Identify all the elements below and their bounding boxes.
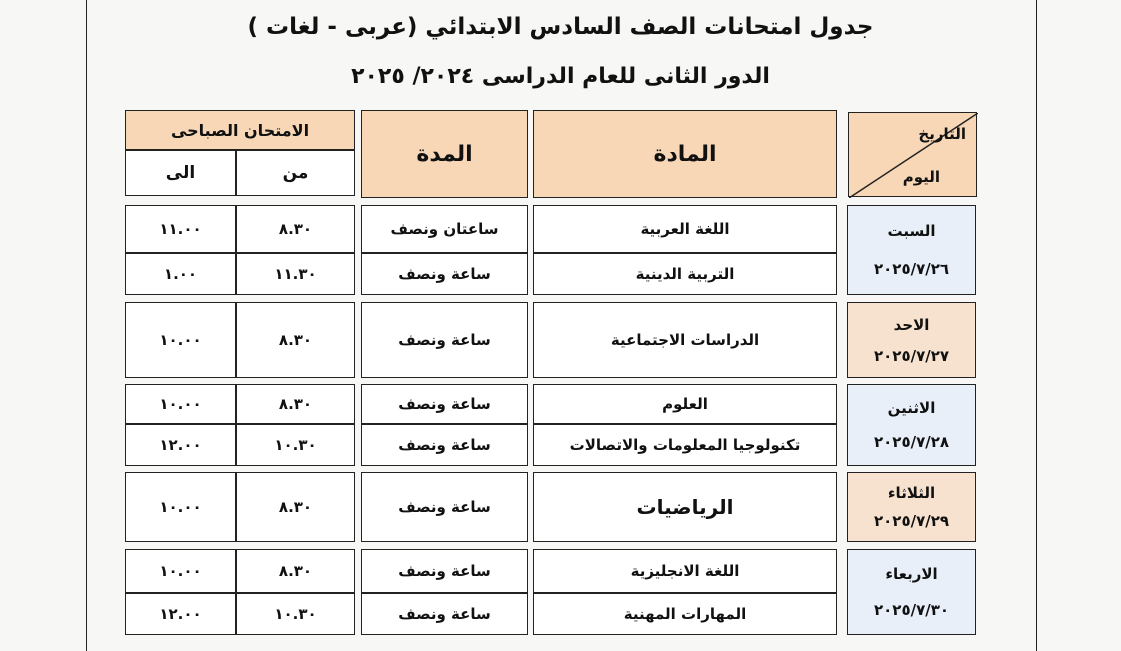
table-cell-subject: الدراسات الاجتماعية xyxy=(533,302,837,378)
header-subject: المادة xyxy=(533,110,837,198)
table-cell-from: ٨.٣٠ xyxy=(236,472,355,542)
header-from: من xyxy=(236,150,355,196)
table-cell-duration: ساعة ونصف xyxy=(361,302,528,378)
table-cell-from: ٨.٣٠ xyxy=(236,205,355,253)
table-cell-from: ١٠.٣٠ xyxy=(236,424,355,466)
table-cell-duration: ساعة ونصف xyxy=(361,253,528,295)
day-name: الاربعاء xyxy=(885,565,938,583)
page-border-right xyxy=(1036,0,1037,651)
day-date: ٢٠٢٥/٧/٢٦ xyxy=(873,260,950,278)
table-cell-duration: ساعة ونصف xyxy=(361,472,528,542)
table-cell-subject: تكنولوجيا المعلومات والاتصالات xyxy=(533,424,837,466)
table-cell-duration: ساعة ونصف xyxy=(361,384,528,424)
table-cell-to: ١.٠٠ xyxy=(125,253,236,295)
day-cell-sunday xyxy=(847,302,976,378)
day-cell-saturday xyxy=(847,205,976,295)
day-cell-monday xyxy=(847,384,976,466)
table-cell-from: ٨.٣٠ xyxy=(236,549,355,593)
table-cell-to: ١٢.٠٠ xyxy=(125,424,236,466)
day-date: ٢٠٢٥/٧/٣٠ xyxy=(873,601,950,619)
header-day-label: اليوم xyxy=(902,168,940,186)
header-morning-exam: الامتحان الصباحى xyxy=(125,110,355,150)
table-cell-from: ٨.٣٠ xyxy=(236,384,355,424)
day-name: الاثنين xyxy=(887,399,936,417)
table-cell-duration: ساعة ونصف xyxy=(361,593,528,635)
day-name: السبت xyxy=(887,222,936,240)
page-border-left xyxy=(86,0,87,651)
header-date-label: التاريخ xyxy=(918,125,966,143)
table-cell-duration: ساعتان ونصف xyxy=(361,205,528,253)
day-cell-tuesday xyxy=(847,472,976,542)
date-day-header xyxy=(848,112,977,197)
day-name: الاحد xyxy=(893,315,930,334)
table-cell-to: ١٠.٠٠ xyxy=(125,549,236,593)
table-cell-from: ١٠.٣٠ xyxy=(236,593,355,635)
table-cell-duration: ساعة ونصف xyxy=(361,549,528,593)
day-date: ٢٠٢٥/٧/٢٧ xyxy=(873,346,950,365)
header-duration: المدة xyxy=(361,110,528,198)
table-cell-subject: اللغة الانجليزية xyxy=(533,549,837,593)
page-title: جدول امتحانات الصف السادس الابتدائي (عربى - لغات ) xyxy=(247,14,874,40)
table-cell-to: ١٠.٠٠ xyxy=(125,302,236,378)
page-subtitle: الدور الثانى للعام الدراسى ٢٠٢٤/ ٢٠٢٥ xyxy=(351,64,770,89)
table-cell-to: ١٠.٠٠ xyxy=(125,472,236,542)
table-cell-to: ١٢.٠٠ xyxy=(125,593,236,635)
table-cell-to: ١١.٠٠ xyxy=(125,205,236,253)
table-cell-from: ٨.٣٠ xyxy=(236,302,355,378)
day-date: ٢٠٢٥/٧/٢٨ xyxy=(873,433,950,451)
day-date: ٢٠٢٥/٧/٢٩ xyxy=(873,512,950,530)
table-cell-duration: ساعة ونصف xyxy=(361,424,528,466)
table-cell-from: ١١.٣٠ xyxy=(236,253,355,295)
day-cell-wednesday xyxy=(847,549,976,635)
table-cell-subject: التربية الدينية xyxy=(533,253,837,295)
table-cell-subject: العلوم xyxy=(533,384,837,424)
day-name: الثلاثاء xyxy=(887,484,936,502)
table-cell-subject: الرياضيات xyxy=(533,472,837,542)
table-cell-subject: اللغة العربية xyxy=(533,205,837,253)
header-to: الى xyxy=(125,150,236,196)
table-cell-subject: المهارات المهنية xyxy=(533,593,837,635)
table-cell-to: ١٠.٠٠ xyxy=(125,384,236,424)
